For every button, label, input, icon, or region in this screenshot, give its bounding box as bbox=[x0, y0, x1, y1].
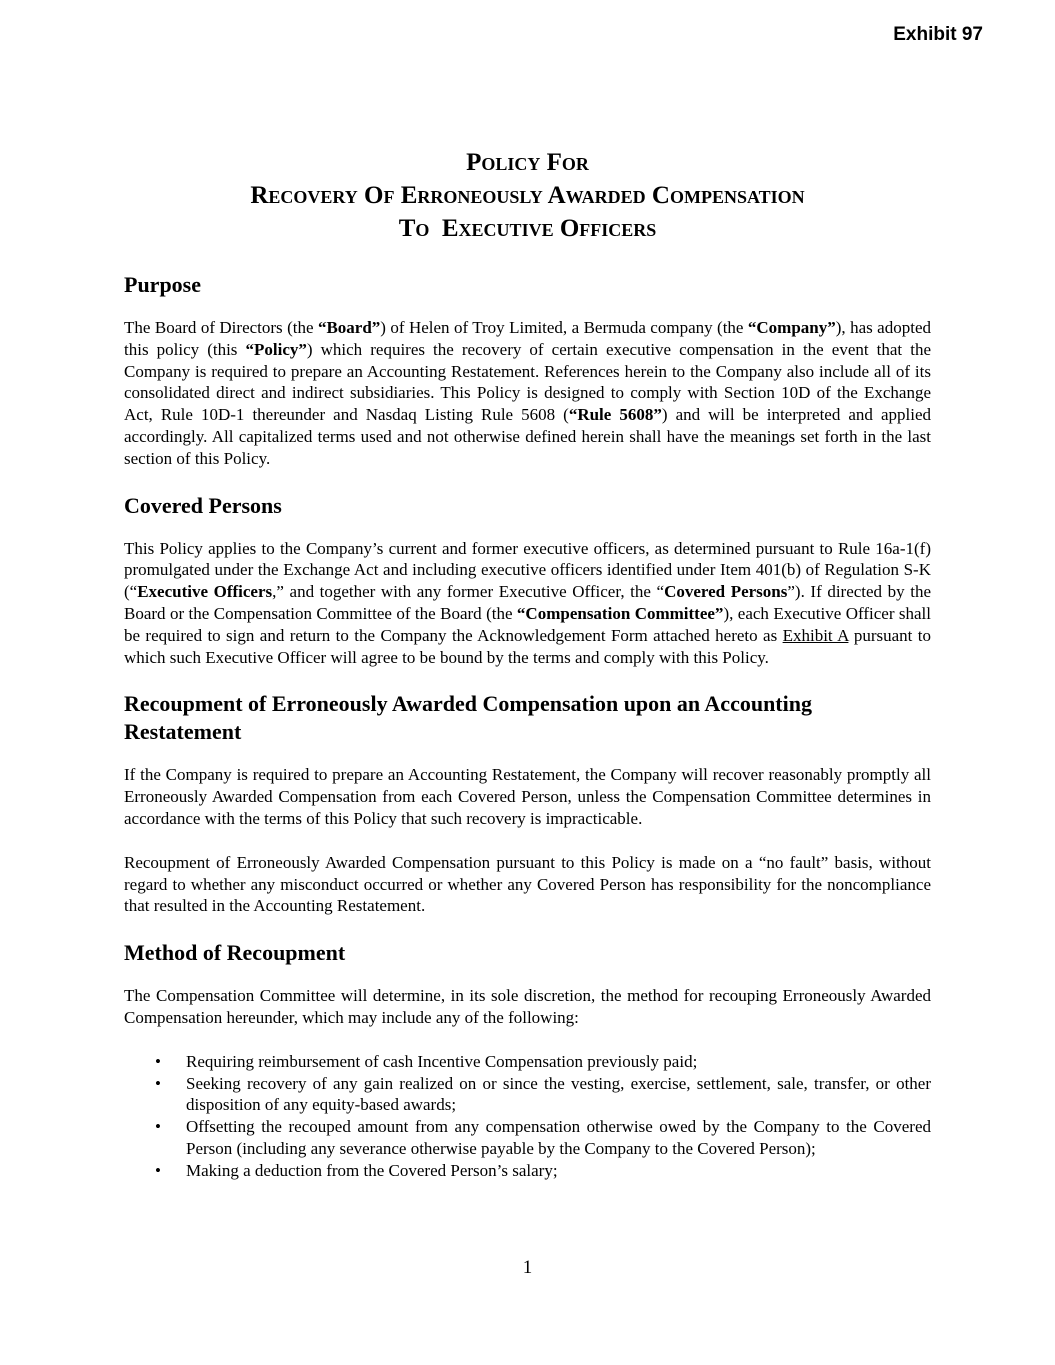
list-item: • Offsetting the recouped amount from any compensation otherwise owed by the Company to the Covered Person (including any severance otherwise payable by the Company to the Covered Person); bbox=[124, 1116, 931, 1160]
covered-persons-heading: Covered Persons bbox=[124, 492, 282, 518]
purpose-paragraph: The Board of Directors (the “Board”) of Helen of Troy Limited, a Bermuda company (the “Company”), has adopted this policy (this “Policy”) which requires the recovery of certain executive compensation in the event that the Company is required to prepare an Accounting Restatement. References herein to the Company also include all of its consolidated direct and indirect subsidiaries. This Policy is designed to comply with Section 10D of the Exchange Act, Rule 10D-1 thereunder and Nasdaq Listing Rule 5608 (“Rule 5608”) and will be interpreted and applied accordingly. All capitalized terms used and not otherwise defined herein shall have the meanings set forth in the last section of this Policy. bbox=[124, 318, 932, 468]
list-item: • Seeking recovery of any gain realized on or since the vesting, exercise, settlement, sale, transfer, or other disposition of any equity-based awards; bbox=[124, 1073, 931, 1117]
covered-persons-paragraph: This Policy applies to the Company’s current and former executive officers, as determined pursuant to Rule 16a-1(f) promulgated under the Exchange Act and including executive officers identified under Item 401(b) of Regulation S-K (“Executive Officers,” and together with any former Executive Officer, the “Covered Persons”). If directed by the Board or the Compensation Committee of the Board (the “Compensation Committee”), each Executive Officer shall be required to sign and return to the Company the Acknowledgement Form attached hereto as Exhibit A pursuant to which such Executive Officer will agree to be bound by the terms and comply with this Policy. bbox=[124, 538, 932, 667]
page-number: 1 bbox=[522, 1257, 533, 1278]
method-paragraph: The Compensation Committee will determine, in its sole discretion, the method for recouping Erroneously Awarded Compensation hereunder, which may include any of the following: bbox=[124, 986, 931, 1027]
title-line-1: Policy For bbox=[466, 149, 589, 176]
document-title bbox=[124, 146, 931, 245]
title-line-3: To Executive Officers bbox=[398, 215, 657, 242]
title-line-2: Recovery Of Erroneously Awarded Compensation bbox=[250, 182, 805, 209]
recoupment-paragraph-2: Recoupment of Erroneously Awarded Compensation pursuant to this Policy is made on a “no fault” basis, without regard to whether any misconduct occurred or whether any Covered Person has responsibility for the noncompliance that resulted in the Accounting Restatement. bbox=[124, 852, 931, 916]
document-body bbox=[124, 146, 931, 1182]
recoupment-heading: Recoupment of Erroneously Awarded Compensation upon an Accounting Restatement bbox=[124, 691, 812, 745]
exhibit-a-reference: Exhibit A bbox=[782, 625, 849, 645]
recoupment-paragraph-1: If the Company is required to prepare an Accounting Restatement, the Company will recover reasonably promptly all Erroneously Awarded Compensation from each Covered Person, unless the Compensation Committee determines in accordance with the terms of this Policy that such recovery is impracticable. bbox=[124, 765, 931, 828]
exhibit-label: Exhibit 97 bbox=[893, 24, 983, 45]
method-list bbox=[124, 1051, 931, 1182]
method-heading: Method of Recoupment bbox=[124, 940, 346, 966]
list-item: • Making a deduction from the Covered Person’s salary; bbox=[124, 1160, 931, 1182]
list-item: • Requiring reimbursement of cash Incentive Compensation previously paid; bbox=[124, 1051, 931, 1073]
purpose-heading: Purpose bbox=[124, 272, 201, 297]
